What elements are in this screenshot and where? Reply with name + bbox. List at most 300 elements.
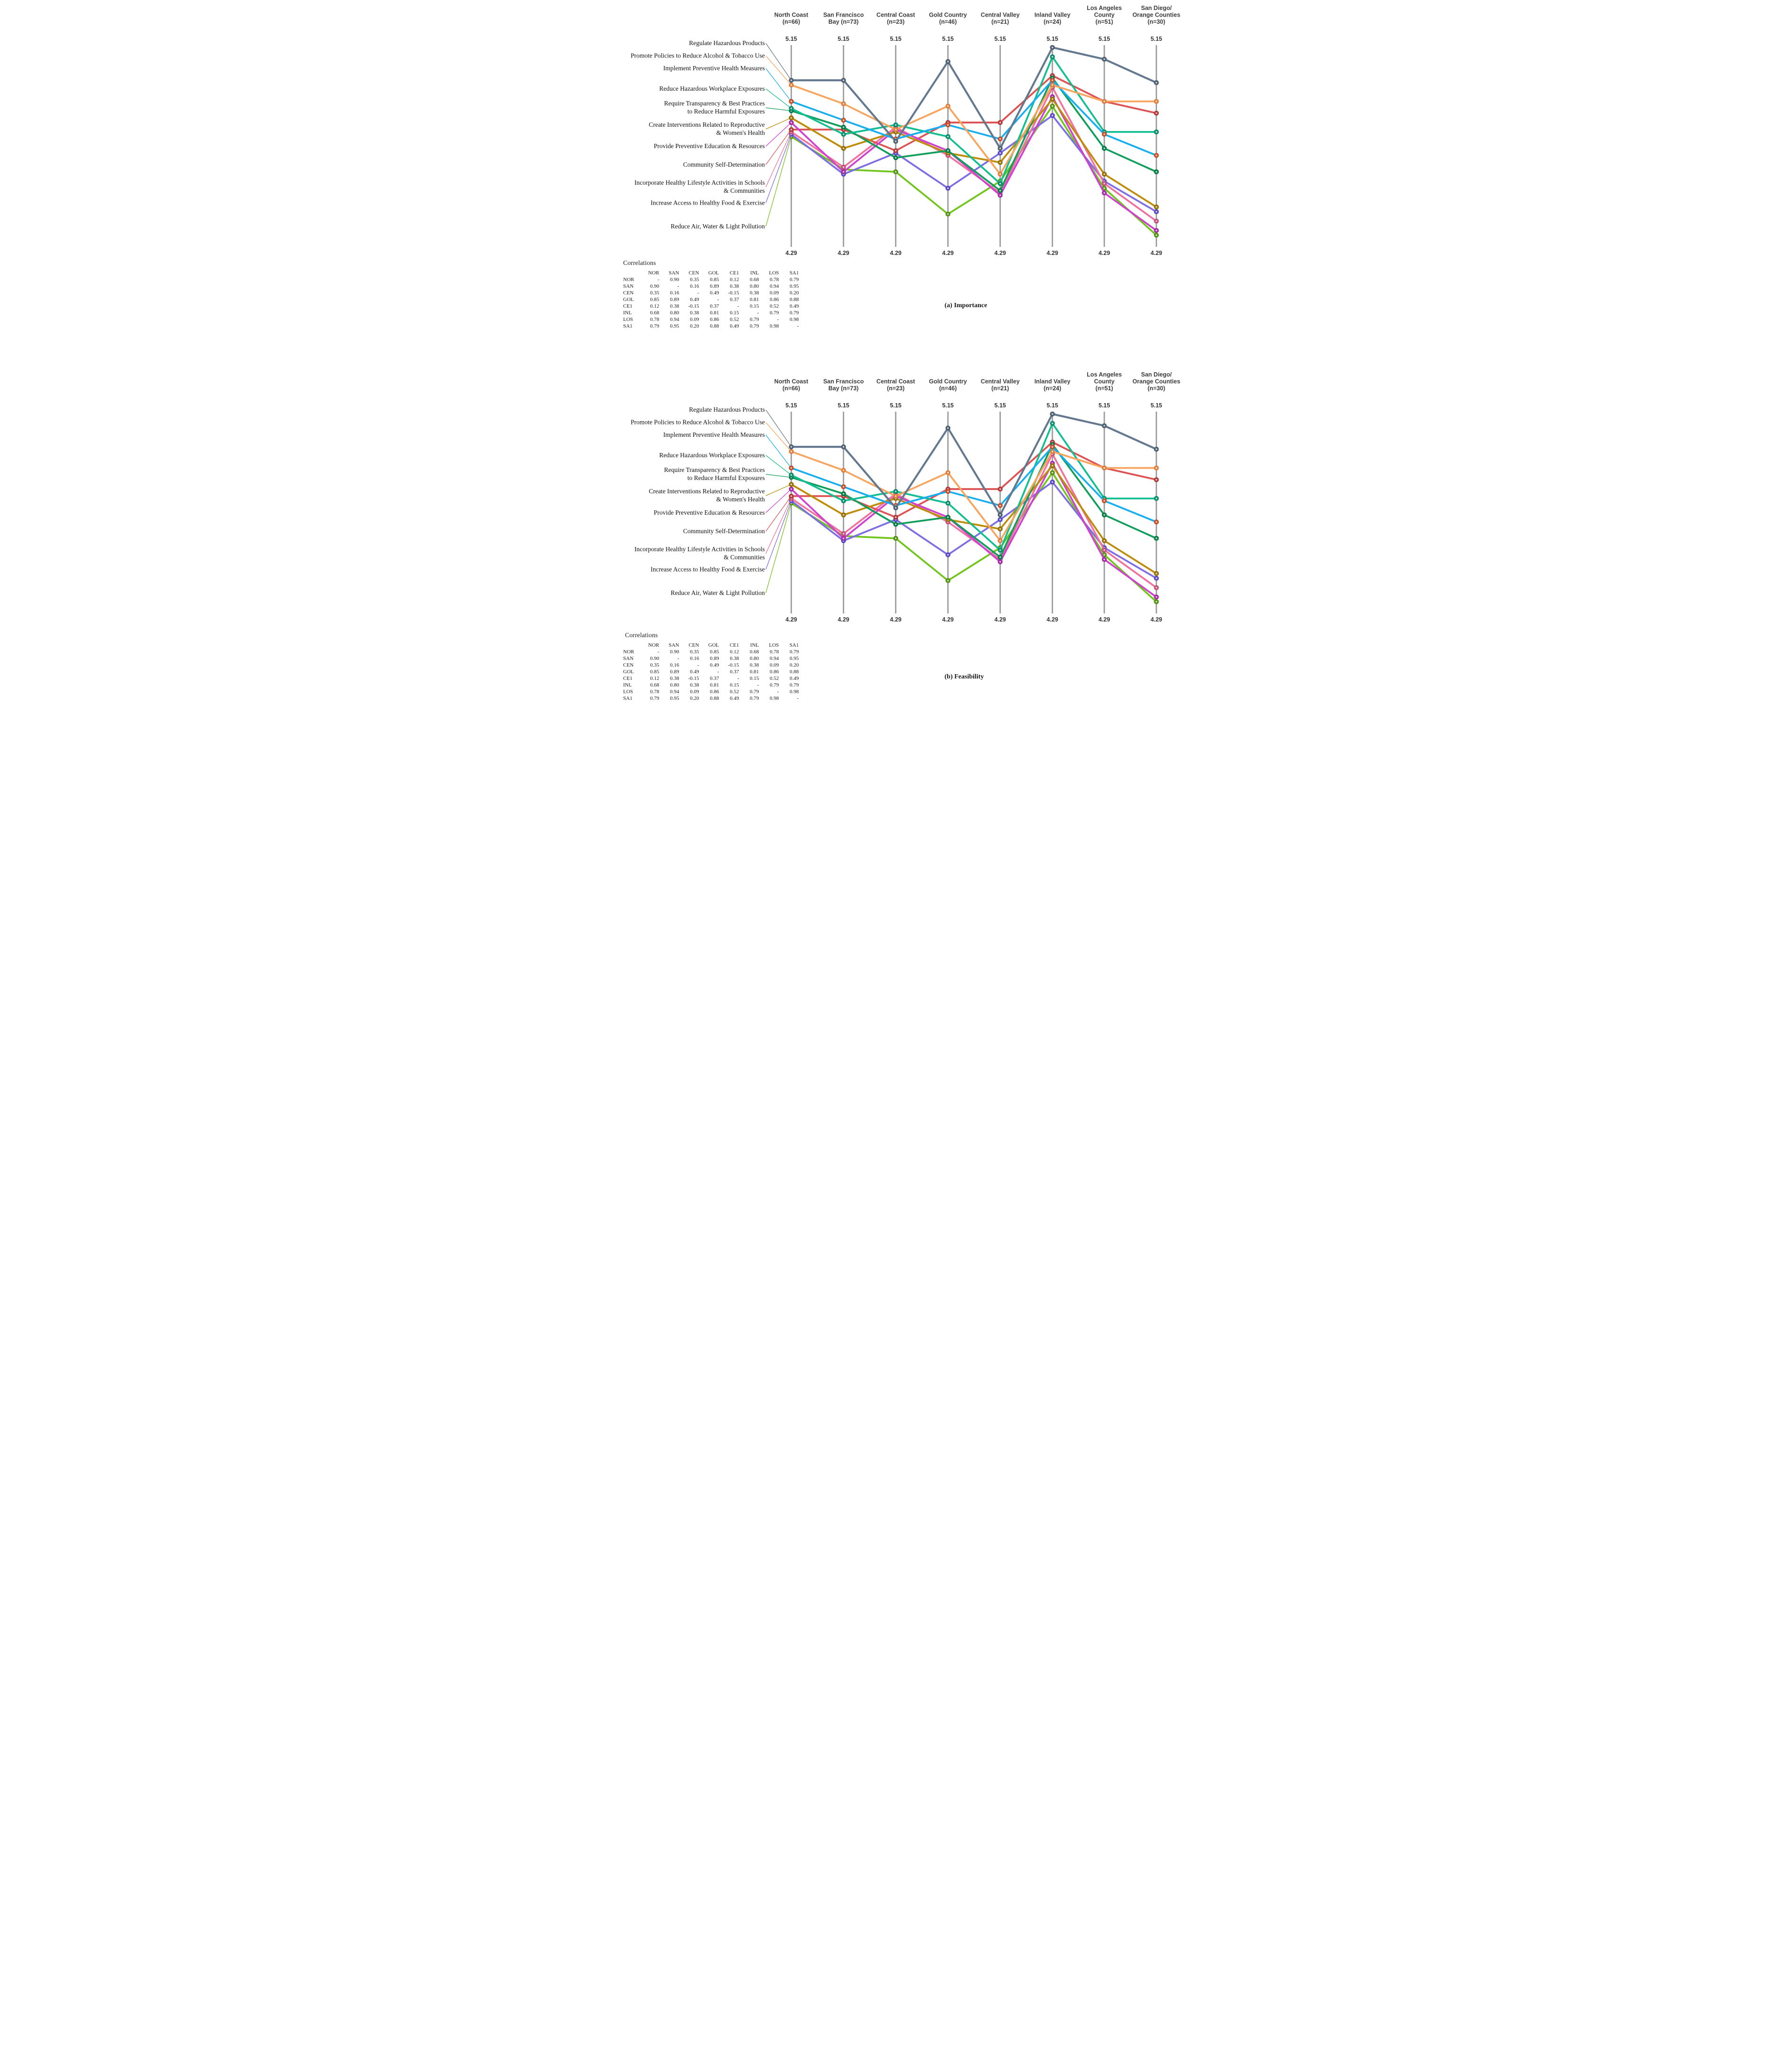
data-point-center [895,507,896,509]
correlation-value: 0.35 [690,277,699,283]
data-point-center [1103,500,1105,501]
correlation-header-row [622,642,799,649]
correlation-value: 0.89 [710,283,719,289]
axis-top-tick: 5.15 [785,402,797,409]
correlations-label-b: Correlations [625,631,658,639]
data-point-center [843,79,844,81]
region-header: (n=51) [1095,385,1113,392]
correlation-value: 0.37 [710,676,719,681]
correlation-value: 0.49 [690,297,699,302]
data-point-center [895,141,896,142]
data-point-center [1052,423,1053,424]
correlation-value: - [777,689,779,695]
correlation-value: - [737,676,739,681]
data-point-center [843,500,844,501]
region-header: Orange Counties [1132,378,1180,385]
correlation-value: 0.86 [710,689,719,695]
data-point-center [895,490,896,492]
correlation-value: 0.52 [770,303,779,309]
series-label: to Reduce Harmful Exposures [687,108,765,115]
data-point-center [895,124,896,125]
series-label: Community Self-Determination [683,527,765,535]
series-line [791,97,1156,231]
correlation-value: 0.12 [730,649,739,655]
correlation-col-header: SAN [668,642,679,648]
panel-a-table-row [596,259,1192,330]
correlation-value: 0.80 [750,656,759,661]
label-leader-line [766,455,791,475]
data-point-center [999,528,1001,529]
series-label: Implement Preventive Health Measures [663,65,765,72]
data-point-center [947,124,949,125]
label-leader-line [766,43,791,80]
data-point-center [947,188,949,189]
data-point-center [999,549,1001,551]
axis-bottom-tick: 4.29 [890,250,902,256]
correlation-row-label: GOL [623,297,634,302]
data-point-center [1052,472,1053,473]
data-point-center [1156,467,1157,469]
axis-top-tick: 5.15 [837,36,849,42]
series-label: & Women's Health [716,496,765,503]
correlation-value: 0.85 [710,649,719,655]
data-point-center [947,105,949,107]
series-label: Reduce Hazardous Workplace Exposures [659,85,765,92]
data-point-center [999,138,1001,140]
correlation-value: - [737,303,739,309]
correlation-value: 0.38 [670,303,679,309]
correlation-row-label: GOL [623,669,634,675]
axis-top-tick: 5.15 [1150,402,1162,409]
correlation-row [622,310,799,316]
data-point-center [790,79,792,81]
correlation-value: 0.15 [730,310,739,316]
data-point-center [947,427,949,429]
correlation-value: 0.16 [670,662,679,668]
data-point-center [1156,220,1157,222]
data-point-center [999,161,1001,163]
series-label: & Communities [723,187,765,194]
series-label: Provide Preventive Education & Resources [653,142,765,150]
data-point-center [1052,413,1053,414]
axis-bottom-tick: 4.29 [1046,250,1058,256]
label-leader-line [766,484,791,496]
correlation-value: 0.81 [710,310,719,316]
series-label: Incorporate Healthy Lifestyle Activities in Schools [634,179,765,186]
caption-importance: (a) Importance [944,302,988,309]
correlation-value: 0.81 [710,682,719,688]
data-point-center [1156,577,1157,579]
correlation-value: - [797,696,799,701]
region-header: (n=46) [939,19,957,25]
label-leader-line [766,474,791,477]
series-label: Create Interventions Related to Reproductive [649,488,765,495]
correlation-value: 0.80 [750,283,759,289]
correlation-value: 0.49 [730,323,739,329]
correlation-row [622,688,799,695]
data-point-center [1103,467,1105,469]
correlation-col-header: GOL [708,642,719,648]
series-label: Increase Access to Healthy Food & Exercise [650,565,765,573]
region-header: North Coast [774,11,808,19]
correlation-value: 0.16 [670,290,679,296]
label-leader-line [766,137,791,226]
region-header: (n=51) [1095,19,1113,25]
correlation-value: - [677,656,679,661]
correlation-row-label: SA1 [623,323,633,329]
data-point-center [999,190,1001,191]
correlation-col-header: INL [750,642,759,648]
data-point-center [1052,465,1053,466]
data-point-center [843,533,844,534]
correlation-row [622,316,799,323]
data-point-center [1103,188,1105,189]
region-header: Los Angeles [1086,371,1122,378]
correlation-value: 0.78 [770,649,779,655]
data-point-center [895,171,896,172]
series-label: Reduce Hazardous Workplace Exposures [659,452,765,459]
correlation-value: 0.68 [650,310,659,316]
correlation-value: 0.80 [670,682,679,688]
correlation-value: 0.86 [710,317,719,322]
series-line [791,99,1156,207]
correlation-row [622,283,799,290]
axis-bottom-tick: 4.29 [837,616,849,623]
correlation-table-b [622,642,799,702]
region-header: (n=66) [782,385,800,392]
correlation-value: 0.88 [790,669,799,675]
data-point-center [1156,448,1157,450]
correlation-row-label: LOS [623,317,633,322]
correlation-value: 0.88 [710,696,719,701]
data-point-center [790,446,792,447]
region-header: Los Angeles [1086,5,1122,11]
correlation-value: 0.37 [730,297,739,302]
data-point-center [790,495,792,497]
correlation-value: 0.35 [690,649,699,655]
data-point-center [1156,521,1157,523]
data-point-center [1156,596,1157,598]
data-point-center [843,514,844,516]
correlation-value: 0.95 [790,283,799,289]
correlation-value: 0.38 [670,676,679,681]
data-point-center [1103,101,1105,102]
correlation-value: 0.38 [750,290,759,296]
correlation-value: -0.15 [728,290,739,296]
data-point-center [1156,113,1157,114]
data-point-center [1103,540,1105,541]
data-point-center [947,213,949,215]
data-point-center [1052,451,1053,452]
correlation-value: - [717,669,719,675]
region-header: (n=23) [886,385,904,392]
region-header: Gold Country [929,378,967,385]
region-header: (n=24) [1043,385,1061,392]
region-header: North Coast [774,378,808,385]
correlation-value: 0.89 [670,297,679,302]
correlation-value: 0.20 [790,290,799,296]
series-label: Reduce Air, Water & Light Pollution [670,589,765,596]
correlation-value: 0.98 [790,317,799,322]
correlation-value: 0.79 [770,682,779,688]
correlation-value: 0.89 [670,669,679,675]
correlation-value: 0.49 [730,696,739,701]
axis-top-tick: 5.15 [890,402,902,409]
data-point-center [999,514,1001,516]
data-point-center [790,451,792,452]
data-point-center [843,537,844,539]
series-line [791,463,1156,597]
region-header: Central Coast [876,11,915,19]
data-point-center [999,122,1001,123]
data-point-center [1052,105,1053,107]
data-point-center [843,133,844,135]
correlation-value: 0.35 [650,290,659,296]
data-point-center [1052,115,1053,116]
correlation-value: 0.94 [670,689,679,695]
data-point-center [947,580,949,581]
data-point-center [790,488,792,490]
data-point-center [1103,173,1105,175]
data-point-center [843,493,844,494]
data-point-center [1156,235,1157,236]
axis-top-tick: 5.15 [942,402,954,409]
series-label: Create Interventions Related to Reproductive [649,121,765,128]
data-point-center [895,157,896,159]
figure-parallel-coordinates [596,0,1192,701]
data-point-center [1156,479,1157,480]
correlation-row-label: LOS [623,689,633,695]
axis-bottom-tick: 4.29 [1150,250,1162,256]
correlation-row [622,296,799,303]
data-point-center [1103,192,1105,194]
region-header: San Diego/ [1140,371,1172,378]
axis-bottom-tick: 4.29 [837,250,849,256]
correlation-value: - [657,277,659,283]
data-point-center [1103,133,1105,135]
correlation-row [622,276,799,283]
correlation-col-header: CE1 [729,642,739,648]
axis-bottom-tick: 4.29 [785,616,797,623]
data-point-center [1103,554,1105,556]
region-header: Bay (n=73) [828,385,858,392]
correlation-value: 0.37 [730,669,739,675]
correlation-value: 0.90 [650,283,659,289]
series-label: to Reduce Harmful Exposures [687,474,765,481]
correlation-row [622,290,799,296]
correlation-value: 0.79 [790,682,799,688]
correlation-value: 0.20 [690,323,699,329]
axis-top-tick: 5.15 [1046,36,1058,42]
correlation-col-header: CEN [688,642,699,648]
data-point-center [999,556,1001,558]
correlation-value: 0.85 [710,277,719,283]
data-point-center [1103,58,1105,60]
correlation-col-header [622,270,640,276]
correlation-value: 0.90 [670,277,679,283]
axis-top-tick: 5.15 [837,402,849,409]
label-leader-line [766,89,791,108]
axis-top-tick: 5.15 [890,36,902,42]
correlation-value: 0.85 [650,669,659,675]
axis-top-tick: 5.15 [1046,402,1058,409]
data-point-center [1103,514,1105,516]
correlation-value: 0.81 [750,669,759,675]
data-point-center [895,524,896,525]
series-label: & Women's Health [716,129,765,136]
label-leader-line [766,435,791,468]
label-leader-line [766,410,791,447]
correlation-value: 0.79 [650,696,659,701]
correlation-col-header: SA1 [789,270,799,276]
data-point-center [843,103,844,104]
label-leader-line [766,108,791,111]
data-point-center [790,117,792,118]
correlation-col-header: SAN [668,270,679,276]
correlation-value: - [777,317,779,322]
correlation-value: -0.15 [688,303,699,309]
series-label: Incorporate Healthy Lifestyle Activities in Schools [634,546,765,553]
axis-bottom-tick: 4.29 [994,250,1006,256]
data-point-center [1156,171,1157,172]
data-point-center [999,561,1001,563]
region-header: Bay (n=73) [828,19,858,25]
data-point-center [843,171,844,172]
region-header: San Francisco [823,378,864,385]
region-header: Central Coast [876,378,915,385]
correlation-value: 0.79 [650,323,659,329]
data-point-center [895,495,896,497]
correlation-value: 0.37 [710,303,719,309]
correlation-value: 0.80 [670,310,679,316]
region-header: Central Valley [980,11,1020,19]
correlation-col-header: CEN [688,270,699,276]
correlation-value: 0.86 [770,297,779,302]
axis-bottom-tick: 4.29 [942,250,954,256]
correlation-value: 0.52 [730,689,739,695]
data-point-center [1156,155,1157,156]
axis-bottom-tick: 4.29 [890,616,902,623]
correlation-table-a [622,270,799,330]
correlation-row-label: SAN [623,656,634,661]
data-point-center [1156,101,1157,102]
correlation-row [622,323,799,330]
correlation-value: 0.38 [690,310,699,316]
correlation-row-label: CEN [623,662,634,668]
correlation-row [622,655,799,662]
data-point-center [947,61,949,62]
data-point-center [999,488,1001,490]
correlation-value: 0.88 [790,297,799,302]
correlation-value: 0.38 [750,662,759,668]
data-point-center [1156,573,1157,574]
series-label: Community Self-Determination [683,161,765,168]
region-header: (n=30) [1147,19,1165,25]
correlation-value: 0.15 [750,676,759,681]
correlation-row [622,303,799,310]
label-leader-line [766,118,791,129]
data-point-center [999,152,1001,154]
data-point-center [790,122,792,123]
correlation-col-header: GOL [708,270,719,276]
correlation-value: -0.15 [728,662,739,668]
correlation-value: 0.68 [750,277,759,283]
correlation-value: 0.78 [770,277,779,283]
series-label: Promote Policies to Reduce Alcohol & Tobacco Use [630,418,765,426]
data-point-center [843,119,844,121]
correlation-value: 0.94 [770,283,779,289]
region-header: County [1093,11,1115,19]
correlation-value: 0.68 [650,682,659,688]
data-point-center [999,519,1001,520]
series-label: Regulate Hazardous Products [688,406,765,413]
data-point-center [1156,537,1157,539]
data-point-center [947,490,949,492]
correlation-value: 0.12 [650,303,659,309]
correlation-row [622,649,799,655]
data-point-center [895,517,896,518]
axis-top-tick: 5.15 [1098,36,1110,42]
data-point-center [895,537,896,539]
correlation-col-header: CE1 [729,270,739,276]
data-point-center [1103,148,1105,149]
correlation-value: -0.15 [688,676,699,681]
correlation-value: 0.49 [710,662,719,668]
region-header: (n=46) [939,385,957,392]
correlation-value: - [797,323,799,329]
label-leader-line [766,68,791,102]
correlation-value: 0.79 [750,317,759,322]
correlation-value: 0.49 [710,290,719,296]
series-label: Increase Access to Healthy Food & Exercise [650,199,765,207]
data-point-center [999,148,1001,149]
data-point-center [790,129,792,130]
correlation-col-header: NOR [648,642,659,648]
data-point-center [947,502,949,504]
axis-top-tick: 5.15 [942,36,954,42]
correlation-value: 0.79 [790,310,799,316]
data-point-center [947,136,949,137]
correlation-value: 0.49 [790,303,799,309]
data-point-center [947,150,949,151]
correlation-value: 0.79 [750,696,759,701]
label-leader-line [766,134,791,203]
correlation-value: 0.52 [770,676,779,681]
correlation-value: 0.94 [670,317,679,322]
data-point-center [947,554,949,556]
region-header: Inland Valley [1034,378,1071,385]
data-point-center [843,148,844,149]
correlation-value: 0.78 [650,689,659,695]
panel-b-table-row [596,631,1192,702]
correlation-value: 0.12 [650,676,659,681]
correlation-value: 0.09 [690,317,699,322]
data-point-center [790,467,792,469]
data-point-center [843,470,844,471]
correlation-col-header: LOS [769,270,779,276]
region-header: County [1093,378,1115,385]
correlation-value: 0.89 [710,656,719,661]
correlation-value: 0.38 [730,283,739,289]
correlation-value: 0.16 [690,283,699,289]
correlation-value: 0.38 [690,682,699,688]
data-point-center [1052,47,1053,48]
correlation-value: 0.49 [790,676,799,681]
data-point-center [790,474,792,476]
correlation-row [622,682,799,688]
correlation-value: 0.68 [750,649,759,655]
series-line [791,466,1156,574]
